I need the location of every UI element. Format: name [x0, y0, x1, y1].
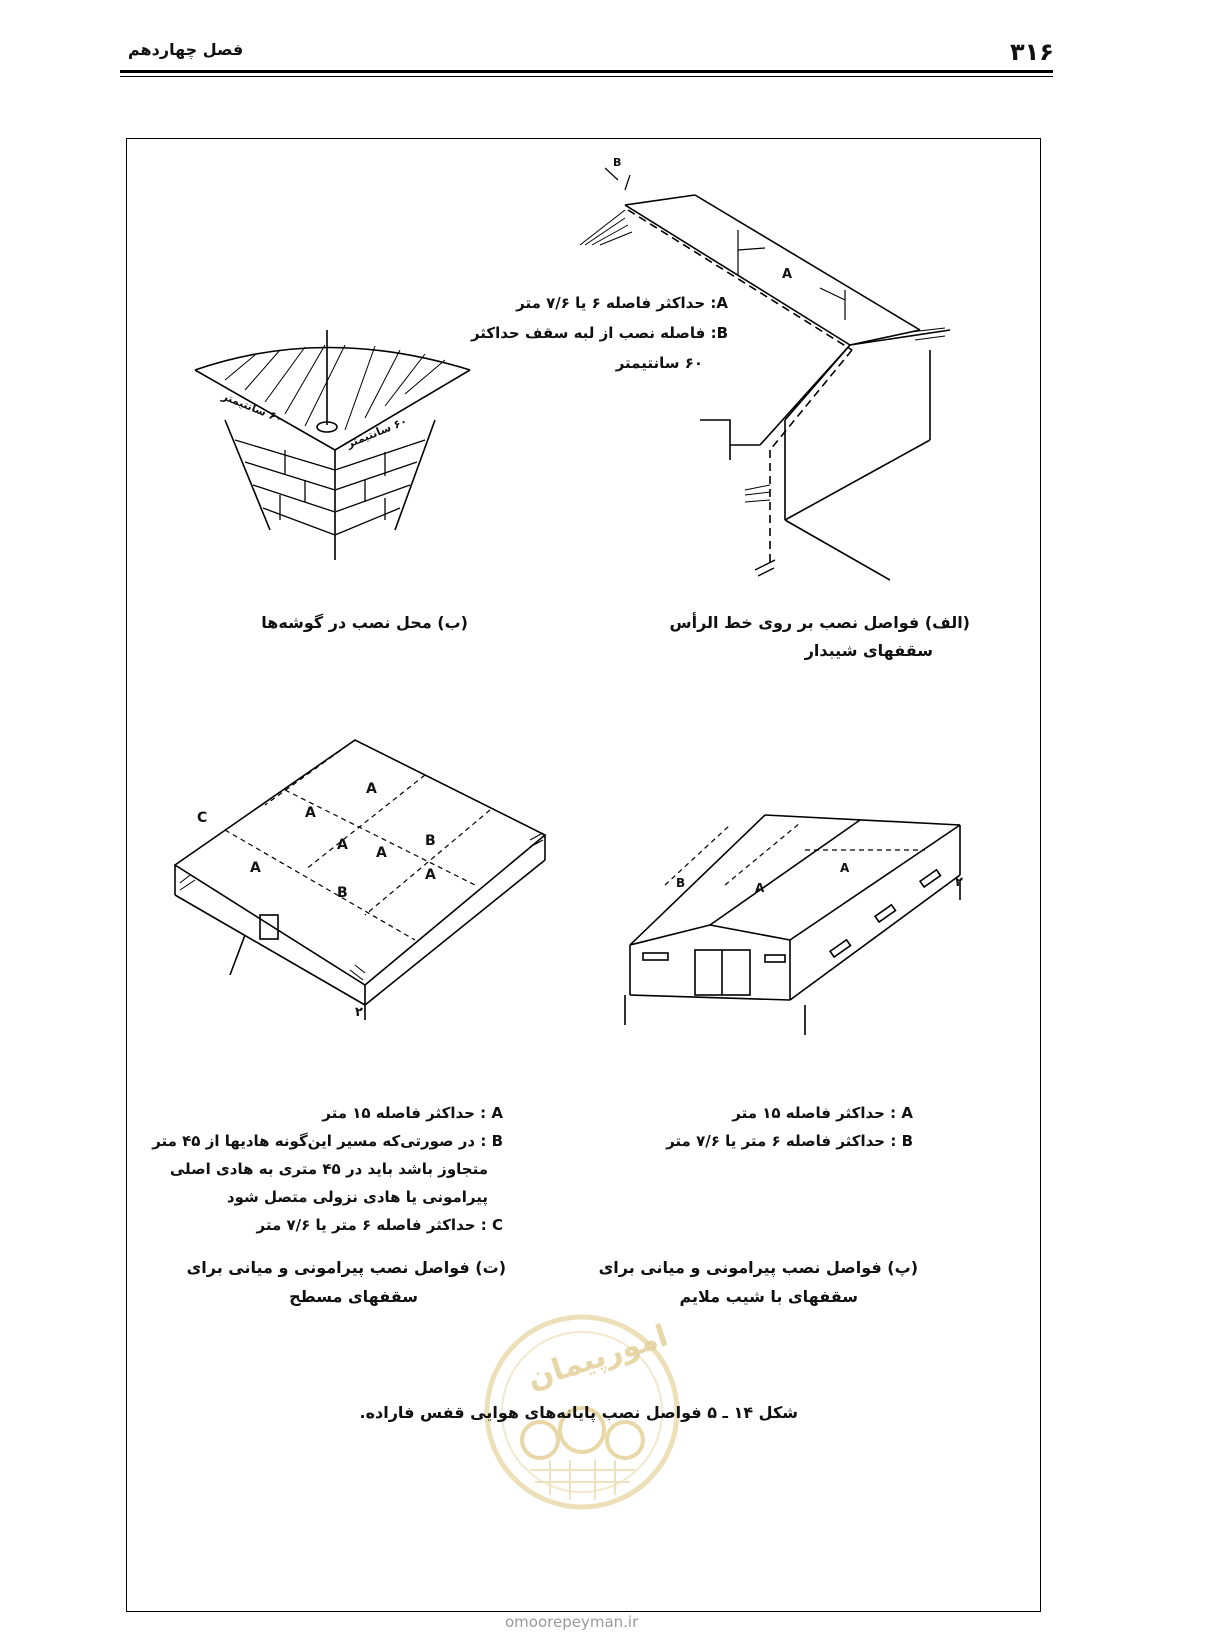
figure-a-caption: (الف) فواصل نصب بر روی خط الرأس [669, 613, 970, 632]
figure-p-label-a-1: A [755, 881, 765, 895]
figure-b-corner-drawing [185, 330, 485, 560]
figure-a-label-a: A [782, 267, 793, 282]
figure-p-marker: ۲ [955, 875, 963, 890]
figure-t-flat-roof-drawing [165, 735, 555, 1020]
figure-p-gentle-slope-drawing [615, 795, 985, 1080]
figure-t-label-b-1: B [425, 833, 436, 849]
figure-p-label-b: B [676, 876, 686, 890]
figure-a-note-b-cont: ۶۰ سانتیمتر [615, 354, 703, 372]
figure-b-caption: (ب) محل نصب در گوشه‌ها [261, 613, 468, 632]
figure-main-caption: شکل ۱۴ ـ ۵ فواصل نصب پایانه‌های هوایی قفس فاراده. [359, 1403, 798, 1422]
figure-t-note-b-cont2: پیرامونی یا هادی نزولی متصل شود [226, 1188, 488, 1206]
figure-p-caption: (پ) فواصل نصب پیرامونی و میانی برای [598, 1258, 918, 1277]
figure-t-label-a-4: A [376, 845, 387, 861]
watermark-logo-text: امورپیمان [522, 1318, 673, 1397]
header-rule [120, 70, 1053, 73]
figure-t-caption-cont: سقفهای مسطح [289, 1287, 418, 1306]
figure-t-note-c: C : حداکثر فاصله ۶ متر یا ۷/۶ متر [256, 1216, 503, 1234]
figure-p-caption-cont: سقفهای با شیب ملایم [679, 1287, 858, 1306]
figure-t-marker: ۲ [355, 1005, 363, 1020]
figure-a-caption-cont: سقفهای شیبدار [804, 641, 933, 660]
figure-p-note-b: B : حداکثر فاصله ۶ متر یا ۷/۶ متر [666, 1132, 913, 1150]
header-rule-thin [120, 76, 1053, 77]
figure-t-caption: (ت) فواصل نصب پیرامونی و میانی برای [186, 1258, 506, 1277]
figure-t-label-a-6: A [425, 867, 436, 883]
figure-t-note-b-cont1: متجاوز باشد باید در ۴۵ متری به هادی اصلی [169, 1160, 488, 1178]
figure-t-label-a-1: A [366, 781, 377, 797]
figure-b-dim-right: ۶۰ سانتیمتر [344, 414, 409, 451]
figure-t-label-c: C [197, 810, 208, 826]
figure-t-label-a-5: A [250, 860, 261, 876]
figure-t-label-a-2: A [305, 805, 316, 821]
watermark-url: omoorepeyman.ir [505, 1613, 639, 1631]
figure-b-dim-left: ۶۰ سانتیمتر [220, 389, 285, 426]
figure-t-label-b-2: B [337, 885, 348, 901]
figure-a-note-a: A: حداکثر فاصله ۶ یا ۷/۶ متر [516, 294, 728, 312]
figure-t-note-b: B : در صورتی‌که مسیر این‌گونه هادیها از ۴۵ متر [152, 1132, 503, 1150]
page-number: ۳۱۶ [1010, 38, 1054, 66]
figure-a-label-b: B [613, 156, 622, 169]
figure-p-label-a-2: A [840, 861, 850, 875]
figure-t-label-a-3: A [337, 837, 348, 853]
figure-p-note-a: A : حداکثر فاصله ۱۵ متر [732, 1104, 913, 1122]
chapter-title: فصل چهاردهم [128, 40, 244, 59]
figure-a-note-b: B: فاصله نصب از لبه سقف حداکثر [470, 324, 728, 342]
figure-t-note-a: A : حداکثر فاصله ۱۵ متر [322, 1104, 503, 1122]
